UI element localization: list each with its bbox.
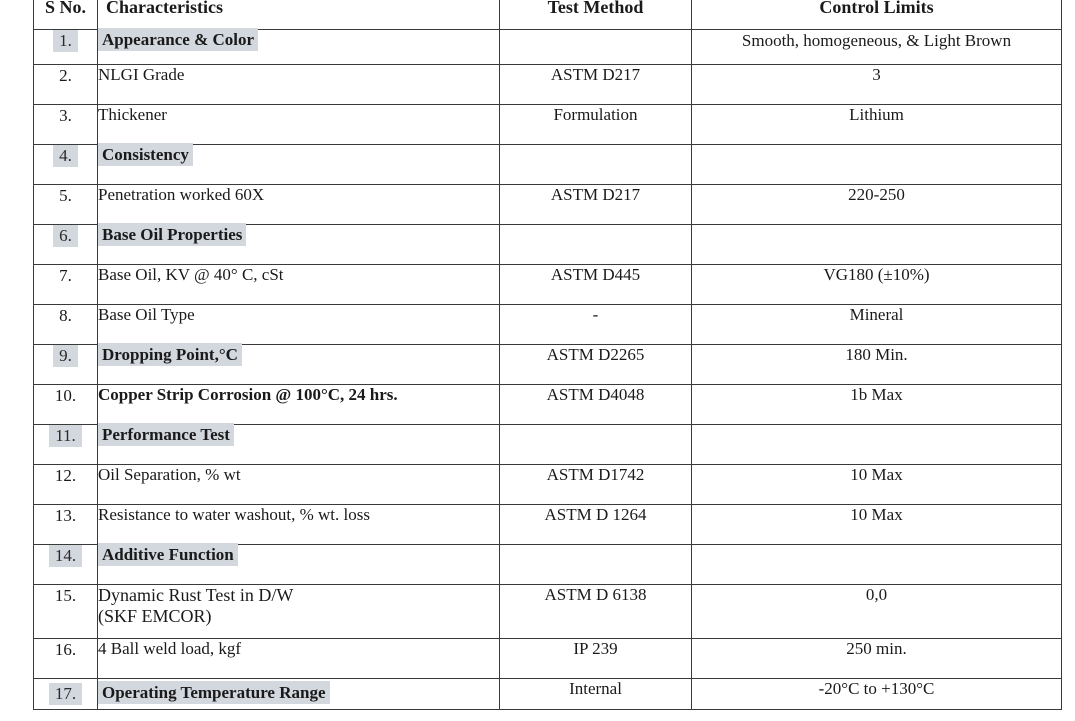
row-characteristic: Copper Strip Corrosion @ 100°C, 24 hrs. <box>98 385 398 404</box>
table-row <box>34 225 1062 265</box>
header-test-method: Test Method <box>500 0 692 30</box>
row-test-method <box>500 425 692 465</box>
row-number: 4. <box>53 145 78 167</box>
row-control-limit <box>692 545 1062 585</box>
row-test-method: ASTM D 6138 <box>500 585 692 639</box>
row-characteristic: Performance Test <box>98 423 234 446</box>
row-number: 3. <box>59 106 72 125</box>
row-characteristic: Additive Function <box>98 543 238 566</box>
row-characteristic: Resistance to water washout, % wt. loss <box>98 505 370 524</box>
row-characteristic: Penetration worked 60X <box>98 185 265 204</box>
table-row <box>34 425 1062 465</box>
header-sno: S No. <box>34 0 98 30</box>
row-control-limit: 3 <box>692 65 1062 105</box>
row-characteristic: 4 Ball weld load, kgf <box>98 639 242 658</box>
row-number: 16. <box>54 640 77 659</box>
row-test-method: ASTM D217 <box>500 185 692 225</box>
row-test-method: Formulation <box>500 105 692 145</box>
table-row <box>34 545 1062 585</box>
row-test-method <box>500 30 692 65</box>
row-control-limit: Mineral <box>692 305 1062 345</box>
row-test-method: - <box>500 305 692 345</box>
row-number: 11. <box>49 425 82 447</box>
row-control-limit: 10 Max <box>692 465 1062 505</box>
row-number: 12. <box>54 466 77 485</box>
table-row <box>34 639 1062 679</box>
row-number: 14. <box>49 545 82 567</box>
table-row <box>34 305 1062 345</box>
row-control-limit: -20°C to +130°C <box>692 679 1062 710</box>
row-number: 5. <box>59 186 72 205</box>
table-row <box>34 265 1062 305</box>
row-characteristic: NLGI Grade <box>98 65 185 84</box>
row-characteristic: Base Oil Type <box>98 305 195 324</box>
specification-table <box>33 0 1062 710</box>
table-row <box>34 585 1062 639</box>
row-number: 6. <box>53 225 78 247</box>
row-test-method: ASTM D4048 <box>500 385 692 425</box>
table-row <box>34 679 1062 710</box>
row-control-limit: 1b Max <box>692 385 1062 425</box>
row-control-limit: 220-250 <box>692 185 1062 225</box>
row-control-limit <box>692 425 1062 465</box>
row-control-limit: 10 Max <box>692 505 1062 545</box>
row-control-limit <box>692 145 1062 185</box>
table-row <box>34 30 1062 65</box>
row-number: 2. <box>59 66 72 85</box>
row-characteristic: Oil Separation, % wt <box>98 465 241 484</box>
row-number: 17. <box>49 683 82 705</box>
row-number: 7. <box>59 266 72 285</box>
row-number: 1. <box>53 30 78 52</box>
row-control-limit <box>692 225 1062 265</box>
row-control-limit: Lithium <box>692 105 1062 145</box>
row-characteristic: Thickener <box>98 105 167 124</box>
header-control-limits: Control Limits <box>692 0 1062 30</box>
table-row <box>34 145 1062 185</box>
row-control-limit: VG180 (±10%) <box>692 265 1062 305</box>
table-row <box>34 505 1062 545</box>
table-row <box>34 185 1062 225</box>
row-test-method: Internal <box>500 679 692 710</box>
row-test-method <box>500 225 692 265</box>
table-row <box>34 65 1062 105</box>
row-number: 15. <box>54 586 77 605</box>
row-number: 13. <box>54 506 77 525</box>
row-characteristic: Dynamic Rust Test in D/W (SKF EMCOR) <box>98 585 294 626</box>
row-characteristic: Base Oil Properties <box>98 223 246 246</box>
row-characteristic: Base Oil, KV @ 40° C, cSt <box>98 265 284 284</box>
row-control-limit: 180 Min. <box>692 345 1062 385</box>
table-row <box>34 385 1062 425</box>
row-test-method: ASTM D217 <box>500 65 692 105</box>
header-characteristics: Characteristics <box>98 0 500 30</box>
table-header-row <box>34 0 1062 30</box>
row-test-method <box>500 145 692 185</box>
row-number: 10. <box>54 386 77 405</box>
row-control-limit: 0,0 <box>692 585 1062 639</box>
row-characteristic: Appearance & Color <box>98 28 258 51</box>
row-test-method: ASTM D 1264 <box>500 505 692 545</box>
row-test-method: IP 239 <box>500 639 692 679</box>
row-number: 9. <box>53 345 78 367</box>
row-characteristic: Operating Temperature Range <box>98 681 330 704</box>
row-test-method: ASTM D1742 <box>500 465 692 505</box>
row-number: 8. <box>59 306 72 325</box>
table-row <box>34 105 1062 145</box>
row-test-method: ASTM D445 <box>500 265 692 305</box>
row-test-method <box>500 545 692 585</box>
row-control-limit: Smooth, homogeneous, & Light Brown <box>692 30 1062 65</box>
table-row <box>34 465 1062 505</box>
row-characteristic: Dropping Point,°C <box>98 343 242 366</box>
row-test-method: ASTM D2265 <box>500 345 692 385</box>
row-control-limit: 250 min. <box>692 639 1062 679</box>
row-characteristic: Consistency <box>98 143 193 166</box>
table-row <box>34 345 1062 385</box>
